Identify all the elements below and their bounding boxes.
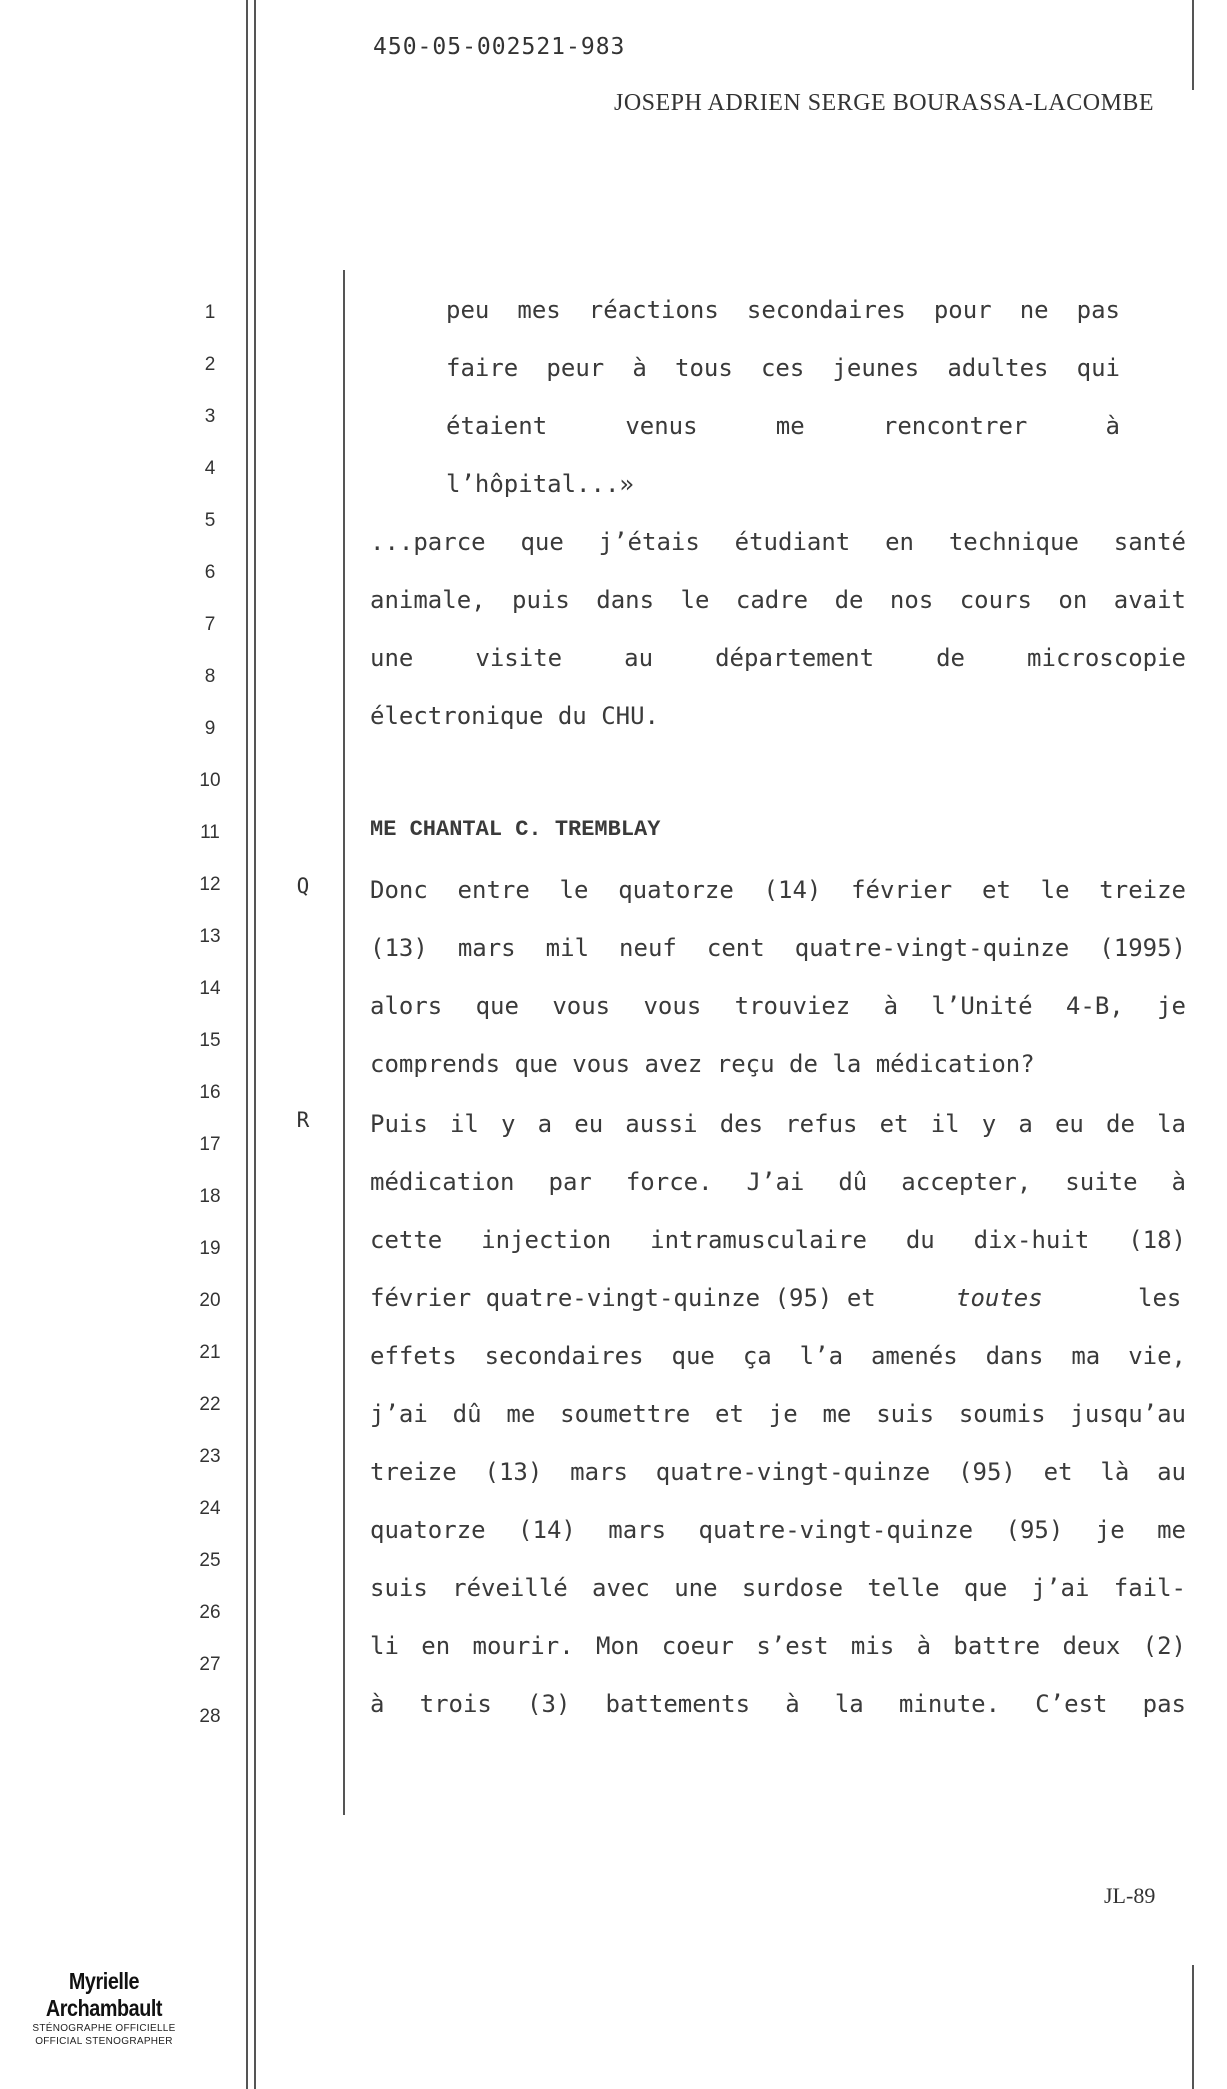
transcript-line: peu mes réactions secondaires pour ne pas	[446, 296, 1120, 324]
transcript-line: j’ai dû me soumettre et je me suis soumis jusqu’au	[370, 1400, 1186, 1428]
line-number: 25	[199, 1550, 221, 1571]
transcript-line: à trois (3) battements à la minute. C’est pas	[370, 1690, 1186, 1718]
text-margin-rule	[343, 270, 345, 1815]
line-number: 7	[204, 614, 216, 635]
line-number: 5	[204, 510, 216, 531]
transcript-line: faire peur à tous ces jeunes adultes qui	[446, 354, 1120, 382]
transcript-line: étaient venus me rencontrer à	[446, 412, 1120, 440]
stenographer-name: Myrielle Archambault	[45, 1968, 163, 2021]
stenographer-title-en: OFFICIAL STENOGRAPHER	[35, 2036, 173, 2047]
transcript-line: effets secondaires que ça l’a amenés dans ma vie,	[370, 1342, 1186, 1370]
transcript-line: février quatre-vingt-quinze (95) et	[370, 1284, 876, 1312]
transcript-line: cette injection intramusculaire du dix-huit (18)	[370, 1226, 1186, 1254]
transcript-line: (13) mars mil neuf cent quatre-vingt-quinze (1995)	[370, 934, 1186, 962]
line-number: 28	[199, 1706, 221, 1727]
left-margin-rule-outer	[246, 0, 248, 2089]
stenographer-logo	[2, 1968, 206, 2048]
line-number: 17	[199, 1134, 221, 1155]
line-number: 20	[199, 1290, 221, 1311]
line-number: 18	[199, 1186, 221, 1207]
right-margin-rule-bottom	[1192, 1965, 1194, 2089]
right-margin-rule-top	[1192, 0, 1194, 90]
line-number: 26	[199, 1602, 221, 1623]
transcript-line: quatorze (14) mars quatre-vingt-quinze (95) je me	[370, 1516, 1186, 1544]
transcript-line: animale, puis dans le cadre de nos cours on avait	[370, 586, 1186, 614]
transcript-line: comprends que vous avez reçu de la médication?	[370, 1050, 1035, 1078]
witness-name: JOSEPH ADRIEN SERGE BOURASSA-LACOMBE	[614, 90, 1155, 116]
page-code: JL-89	[1104, 1883, 1156, 1908]
line-number: 8	[204, 666, 216, 687]
line-number: 22	[199, 1394, 221, 1415]
transcript-line: li en mourir. Mon coeur s’est mis à battre deux (2)	[370, 1632, 1186, 1660]
line-number: 4	[204, 458, 216, 479]
question-marker: Q	[296, 874, 310, 898]
line-number: 27	[199, 1654, 221, 1675]
line-number: 24	[199, 1498, 221, 1519]
line-number: 23	[199, 1446, 221, 1467]
line-number: 19	[199, 1238, 221, 1259]
line-number: 2	[204, 354, 216, 375]
left-margin-rule-inner	[254, 0, 256, 2089]
line-number: 16	[199, 1082, 221, 1103]
transcript-line: ...parce que j’étais étudiant en technique santé	[370, 528, 1186, 556]
line-number: 21	[199, 1342, 221, 1363]
speaker-heading: ME CHANTAL C. TREMBLAY	[370, 817, 661, 842]
transcript-line: les	[1138, 1284, 1182, 1312]
line-number: 15	[199, 1030, 221, 1051]
line-number: 12	[199, 874, 221, 895]
file-number: 450-05-002521-983	[373, 34, 626, 60]
answer-marker: R	[296, 1108, 310, 1132]
transcript-line: une visite au département de microscopie	[370, 644, 1186, 672]
line-number: 14	[199, 978, 221, 999]
transcript-line: alors que vous vous trouviez à l’Unité 4-B, je	[370, 992, 1186, 1020]
transcript-line: médication par force. J’ai dû accepter, suite à	[370, 1168, 1186, 1196]
transcript-line: suis réveillé avec une surdose telle que j’ai fail-	[370, 1574, 1186, 1602]
line-number: 11	[200, 822, 220, 843]
transcript-line: l’hôpital...»	[446, 470, 634, 498]
line-number: 6	[204, 562, 216, 583]
line-number: 1	[204, 302, 216, 323]
line-number: 9	[204, 718, 216, 739]
transcript-line: treize (13) mars quatre-vingt-quinze (95) et là au	[370, 1458, 1186, 1486]
line-number: 3	[204, 406, 216, 427]
stenographer-title-fr: STÉNOGRAPHE OFFICIELLE	[32, 2023, 176, 2034]
transcript-line: électronique du CHU.	[370, 702, 659, 730]
transcript-line: Puis il y a eu aussi des refus et il y a eu de la	[370, 1110, 1186, 1138]
line-number: 13	[199, 926, 221, 947]
transcript-line: Donc entre le quatorze (14) février et le treize	[370, 876, 1186, 904]
emphasized-word: toutes	[956, 1284, 1043, 1312]
line-number: 10	[199, 770, 221, 791]
